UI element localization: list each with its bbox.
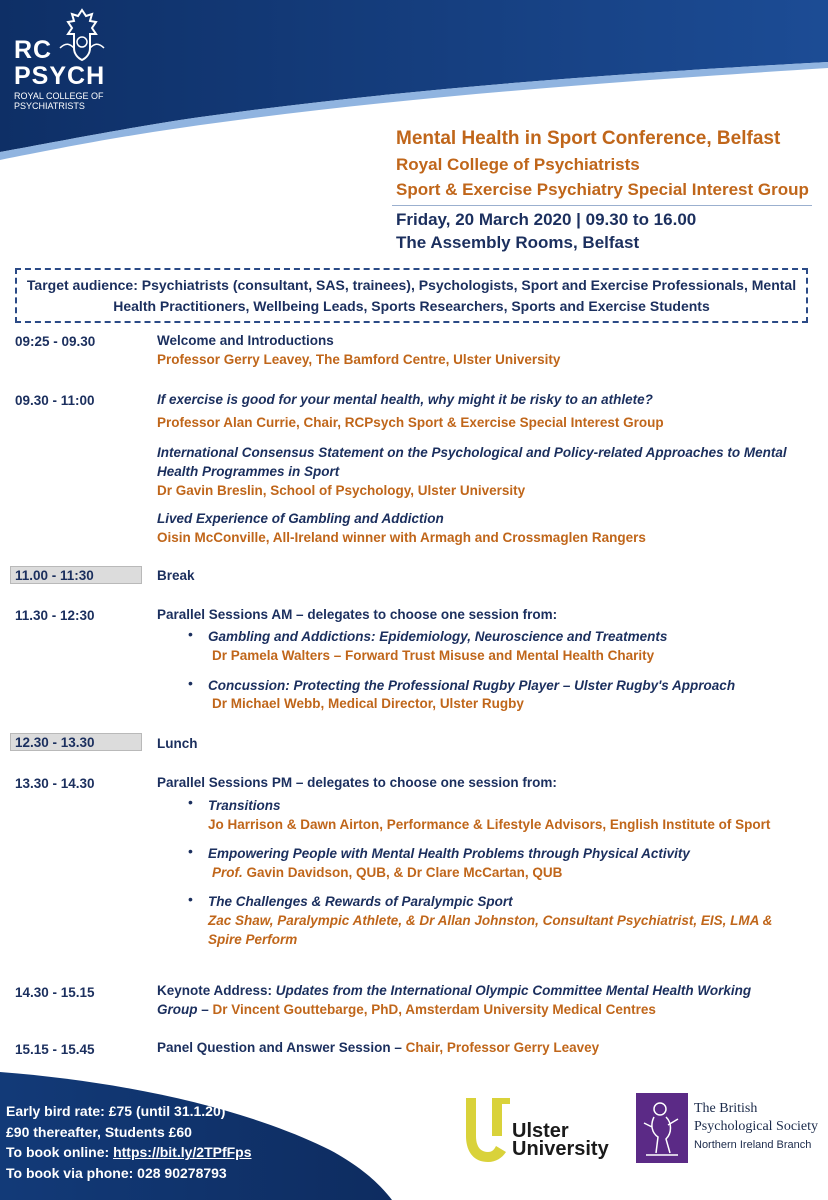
conference-title: Mental Health in Sport Conference, Belfast bbox=[396, 128, 781, 149]
time-slot-break: 11.00 - 11:30 bbox=[10, 566, 142, 584]
ulster-line2: University bbox=[512, 1138, 609, 1160]
organiser-group: Sport & Exercise Psychiatry Special Interest Group bbox=[396, 180, 809, 199]
bullet-icon: • bbox=[188, 843, 193, 859]
keynote-line1 bbox=[157, 981, 751, 1000]
bps-emblem-icon bbox=[636, 1093, 688, 1163]
session-speaker-cont: Spire Perform bbox=[208, 932, 298, 947]
session-title: Welcome and Introductions bbox=[157, 333, 334, 348]
keynote-sep: – bbox=[197, 1002, 213, 1017]
logo-org-line1: ROYAL COLLEGE OF bbox=[14, 91, 104, 101]
session-title: Gambling and Addictions: Epidemiology, Neuroscience and Treatments bbox=[208, 629, 668, 644]
session-speaker: Professor Gerry Leavey, The Bamford Centre, Ulster University bbox=[157, 352, 561, 367]
session-speaker: Dr Gavin Breslin, School of Psychology, Ulster University bbox=[157, 483, 526, 498]
bullet-icon: • bbox=[188, 675, 193, 691]
booking-info bbox=[6, 1101, 252, 1183]
logo-rc: RC bbox=[14, 36, 53, 64]
bullet-icon: • bbox=[188, 626, 193, 642]
session-title: Parallel Sessions PM – delegates to choose one session from: bbox=[157, 775, 557, 790]
session-speaker: Dr Michael Webb, Medical Director, Ulster Rugby bbox=[212, 696, 524, 711]
standard-rate: £90 thereafter, Students £60 bbox=[6, 1123, 192, 1140]
time-slot: 11.30 - 12:30 bbox=[15, 608, 95, 623]
ulster-line1: Ulster bbox=[512, 1120, 569, 1142]
session-speaker: Dr Pamela Walters – Forward Trust Misuse and Mental Health Charity bbox=[212, 648, 655, 663]
early-bird-rate: Early bird rate: £75 (until 31.1.20) bbox=[6, 1103, 226, 1119]
book-online-label: To book online: bbox=[6, 1144, 114, 1160]
session-speaker: Dr Vincent Gouttebarge, PhD, Amsterdam University Medical Centres bbox=[212, 1002, 656, 1017]
audience-line1: Target audience: Psychiatrists (consultant, SAS, trainees), Psychologists, Sport and Exercise Professionals, Mental bbox=[26, 277, 797, 293]
logo-org-line2: PSYCHIATRISTS bbox=[14, 101, 85, 111]
keynote-title-cont: Group bbox=[157, 1002, 198, 1017]
crest-icon bbox=[56, 8, 108, 64]
session-title: Lunch bbox=[157, 736, 198, 751]
session-speaker: Jo Harrison & Dawn Airton, Performance & Lifestyle Advisors, English Institute of Sport bbox=[208, 817, 771, 832]
time-slot: 15.15 - 15.45 bbox=[15, 1042, 95, 1057]
session-title: Parallel Sessions AM – delegates to choose one session from: bbox=[157, 607, 558, 622]
logo-psych: PSYCH bbox=[14, 62, 106, 90]
session-speaker: Professor Alan Currie, Chair, RCPsych Sport & Exercise Special Interest Group bbox=[157, 415, 664, 430]
bps-line3: Northern Ireland Branch bbox=[694, 1139, 812, 1151]
time-slot-lunch: 12.30 - 13.30 bbox=[10, 733, 142, 751]
bps-line2: Psychological Society bbox=[694, 1119, 819, 1134]
panel-line bbox=[157, 1038, 599, 1057]
organiser: Royal College of Psychiatrists bbox=[396, 155, 640, 174]
time-slot: 14.30 - 15.15 bbox=[15, 985, 95, 1000]
booking-link[interactable]: https://bit.ly/2TPfFps bbox=[113, 1144, 252, 1160]
session-title: Transitions bbox=[208, 798, 281, 813]
time-slot: 09:25 - 09.30 bbox=[15, 334, 96, 349]
session-title-cont: Health Programmes in Sport bbox=[157, 464, 340, 479]
session-speaker: Zac Shaw, Paralympic Athlete, & Dr Allan Johnston, Consultant Psychiatrist, EIS, LMA & bbox=[208, 913, 773, 928]
session-title: Break bbox=[157, 568, 195, 583]
session-speaker: Oisin McConville, All-Ireland winner with Armagh and Crossmaglen Rangers bbox=[157, 530, 646, 545]
book-phone: To book via phone: 028 90278793 bbox=[6, 1164, 227, 1181]
event-venue: The Assembly Rooms, Belfast bbox=[396, 233, 640, 252]
session-title: International Consensus Statement on the Psychological and Policy-related Approaches to Mental bbox=[157, 445, 787, 460]
event-date: Friday, 20 March 2020 | 09.30 to 16.00 bbox=[396, 210, 697, 229]
target-audience-box bbox=[15, 268, 808, 323]
bullet-icon: • bbox=[188, 794, 193, 810]
ulster-u-icon bbox=[462, 1094, 514, 1168]
panel-sep: – bbox=[390, 1040, 406, 1055]
time-slot: 13.30 - 14.30 bbox=[15, 776, 95, 791]
bps-line1: The British bbox=[694, 1101, 758, 1116]
keynote-line2 bbox=[157, 1000, 656, 1019]
title-divider bbox=[392, 205, 812, 206]
speaker-prof: Prof. bbox=[212, 865, 243, 880]
keynote-title: Updates from the International Olympic Committee Mental Health Working bbox=[275, 983, 752, 998]
session-title: Panel Question and Answer Session bbox=[157, 1040, 391, 1055]
session-title: If exercise is good for your mental health, why might it be risky to an athlete? bbox=[157, 392, 653, 407]
book-online bbox=[6, 1142, 252, 1163]
keynote-label: Keynote Address: bbox=[157, 983, 276, 998]
session-speaker: Chair, Professor Gerry Leavey bbox=[405, 1040, 600, 1055]
speaker-rest: Gavin Davidson, QUB, & Dr Clare McCartan, QUB bbox=[242, 865, 563, 880]
session-title: Empowering People with Mental Health Problems through Physical Activity bbox=[208, 846, 690, 861]
session-speaker bbox=[212, 863, 562, 882]
rcpsych-logo bbox=[14, 8, 106, 111]
session-title: Concussion: Protecting the Professional Rugby Player – Ulster Rugby's Approach bbox=[208, 678, 736, 693]
audience-line2: Health Practitioners, Wellbeing Leads, Sports Researchers, Sports and Exercise Students bbox=[113, 298, 710, 314]
ulster-university-logo bbox=[462, 1094, 622, 1168]
time-slot: 09.30 - 11:00 bbox=[15, 393, 95, 408]
session-title: The Challenges & Rewards of Paralympic Sport bbox=[208, 894, 513, 909]
session-title: Lived Experience of Gambling and Addiction bbox=[157, 511, 444, 526]
bullet-icon: • bbox=[188, 891, 193, 907]
bps-logo bbox=[636, 1093, 824, 1165]
